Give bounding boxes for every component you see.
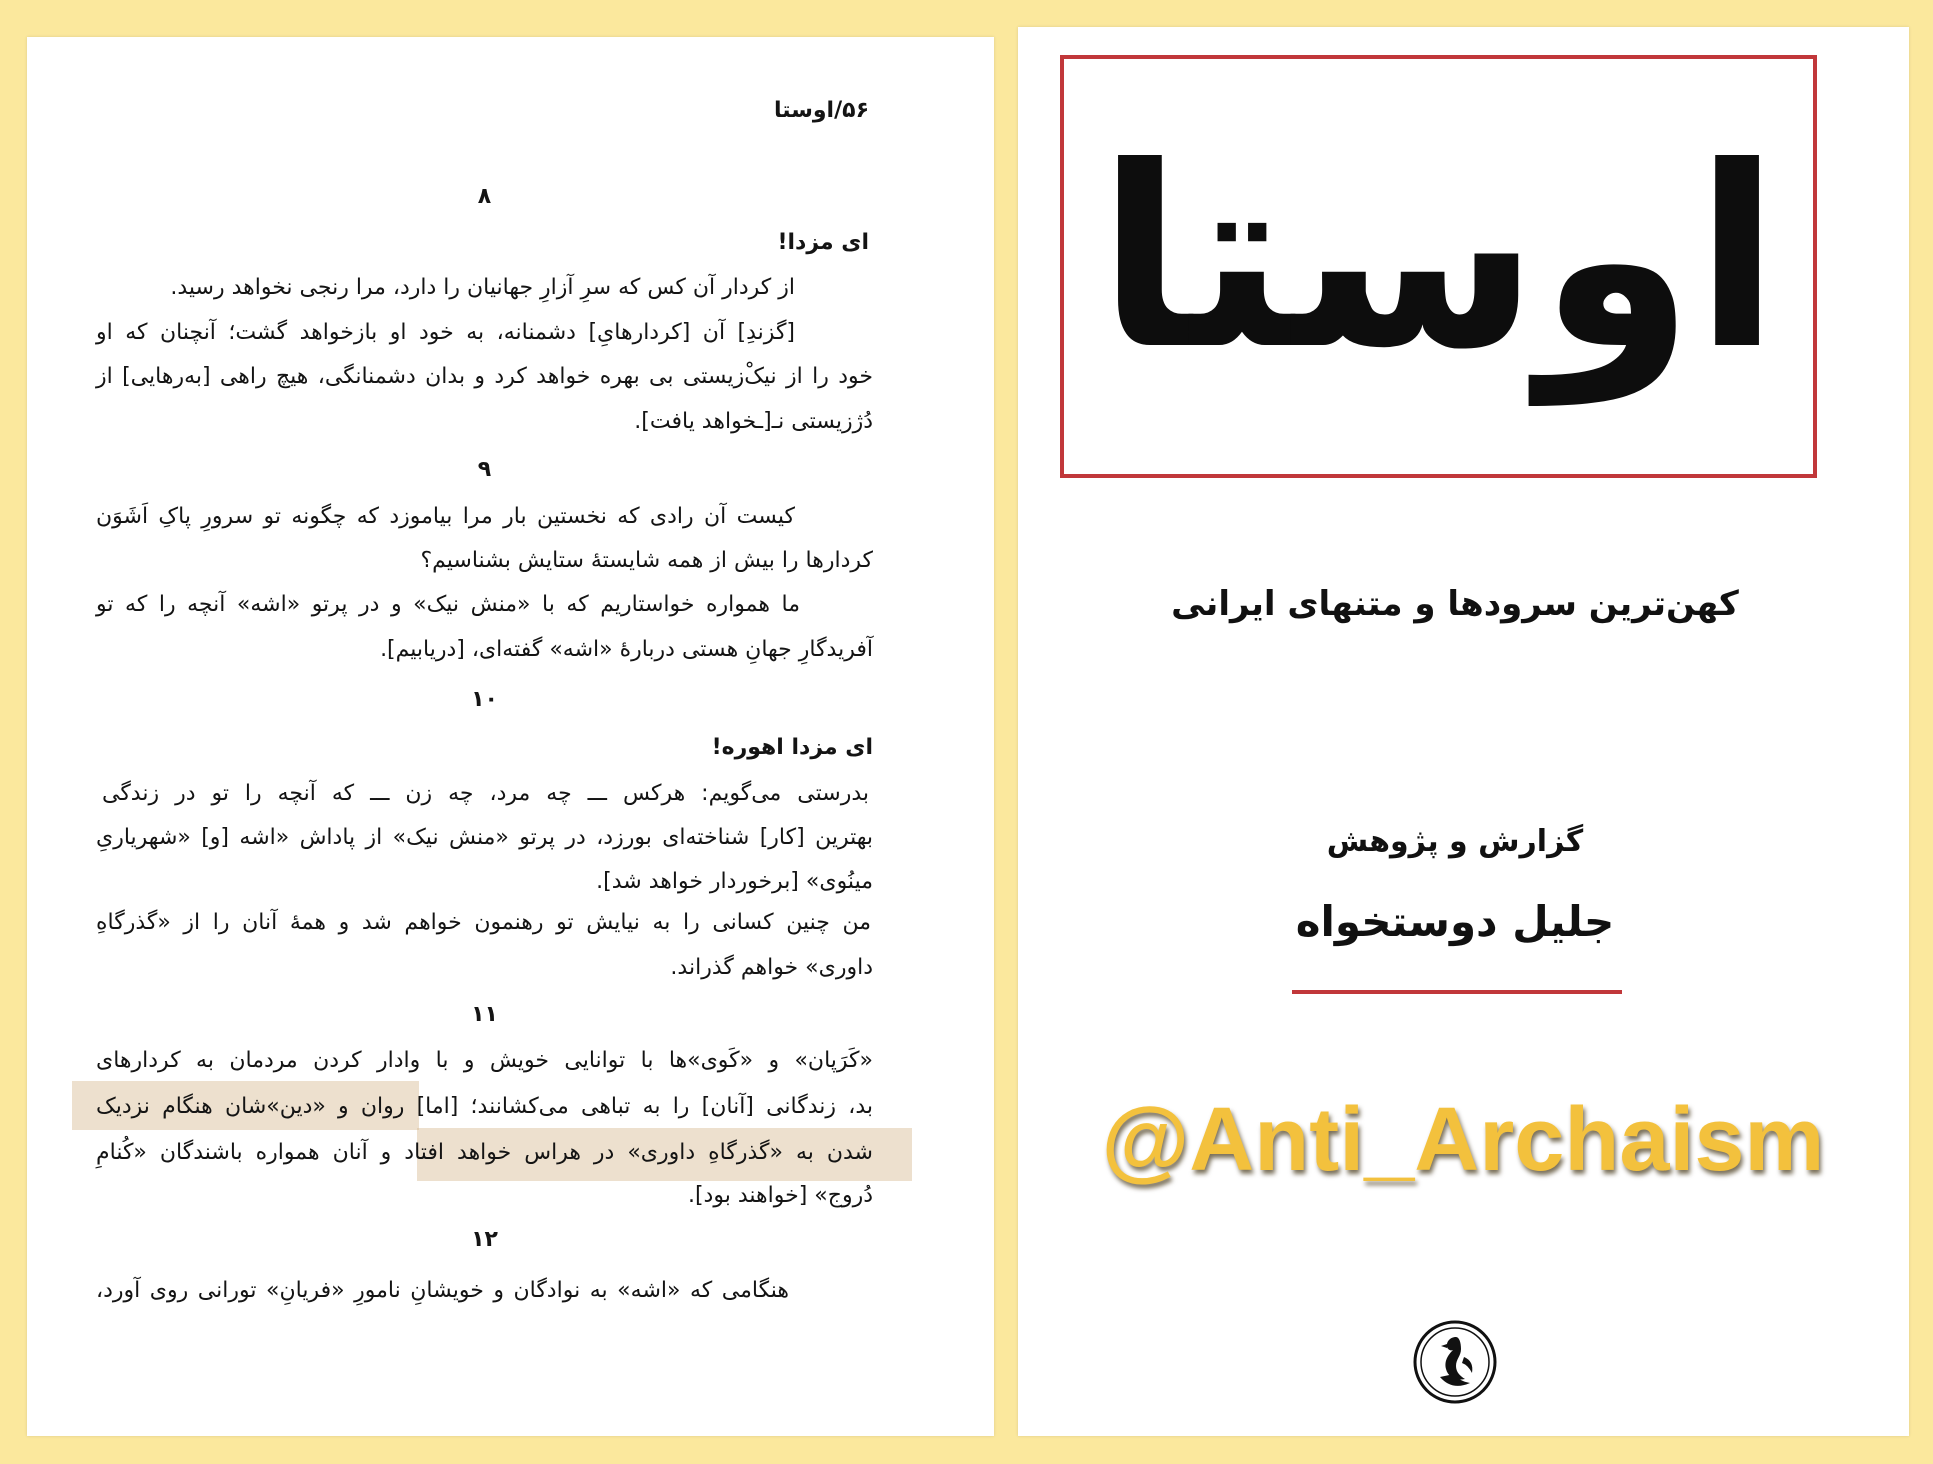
book-title: اوستا (1097, 113, 1780, 404)
bird-emblem-icon (1410, 1317, 1500, 1407)
verse-line: آفریدگارِ جهانِ هستی دربارهٔ «اشه» گفته‌ای، [دریابیم]. (380, 637, 873, 662)
book-subtitle: کهن‌ترین سرودها و متنهای ایرانی (1171, 584, 1739, 624)
verse-line: بهترین [کار] شناخته‌ای بورزد، در پرتو «منش نیک» از پاداش «اشه [و] «شهریاریِ (96, 825, 873, 850)
verse-line: بد، زندگانی [آنان] را به تباهی می‌کشانند؛ [اما] روان و «دین»شان هنگام نزدیک (96, 1094, 873, 1119)
verse-line: کیست آن رادی که نخستین بار مرا بیاموزد که چگونه تو سرورِ پاکِ اَشَوَن (96, 504, 795, 529)
verse-line: خود را از نیکْ‌زیستی بی بهره خواهد کرد و بدان دشمنانگی، هیچ راهی [به‌رهایی] از (96, 364, 873, 389)
verse-line: شدن به «گذرگاهِ داوری» در هراس خواهد افتاد و آنان همواره باشندگان «کُنامِ (96, 1140, 873, 1165)
verse-line: کردارها را بیش از همه شایستهٔ ستایش بشناسیم؟ (420, 548, 873, 573)
title-frame (1060, 55, 1817, 478)
running-head: ۵۶/اوستا (774, 98, 869, 123)
verse-line: داوری» خواهم گذراند. (670, 955, 873, 980)
verse-line: دُژزیستی نـ[ـخواهد یافت]. (634, 409, 873, 434)
verse-line: هنگامی که «اشه» به نوادگان و خویشانِ نامورِ «فریانِ» تورانی روی آورد، (96, 1278, 789, 1303)
verse-line: از کردار آن کس که سرِ آزارِ جهانیان را دارد، مرا رنجی نخواهد رسید. (170, 275, 795, 300)
stanza-number: ۱۱ (471, 1002, 498, 1027)
credit-label: گزارش و پژوهش (1326, 824, 1584, 859)
cover-page (1018, 27, 1909, 1436)
stanza-number: ۸ (477, 184, 492, 209)
verse-line: ای مزدا! (777, 230, 869, 255)
divider-rule (1292, 990, 1622, 994)
verse-line: «کَرَپان» و «کَوی»ها با توانایی خویش و با وادار کردن مردمان به کردارهای (96, 1048, 873, 1073)
verse-line: ای مزدا اهوره! (711, 735, 873, 760)
channel-watermark: @Anti_Archaism (1101, 1090, 1825, 1190)
left-book-page (27, 37, 994, 1436)
verse-line: ما همواره خواستاریم که با «منش نیک» و در پرتو «اشه» آنچه را که تو (96, 592, 800, 617)
stanza-number: ۱۲ (471, 1227, 498, 1252)
verse-line: بدرستی می‌گویم: هرکس ـــ چه مرد، چه زن ـــ که آنچه را تو در زندگی (102, 781, 869, 806)
verse-line: مینُوی» [برخوردار خواهد شد]. (596, 869, 873, 894)
verse-line: دُروج» [خواهند بود]. (687, 1183, 873, 1208)
verse-line: [گزندِ] آن [کردارهایِ] دشمنانه، به خود او بازخواهد گشت؛ آنچنان که او (96, 320, 795, 345)
stanza-number: ۹ (477, 457, 492, 482)
verse-line: من چنین کسانی را به نیایش تو رهنمون خواهم شد و همهٔ آنان را از «گذرگاهِ (96, 910, 871, 935)
stanza-number: ۱۰ (471, 687, 498, 712)
author-name: جلیل دوستخواه (1295, 897, 1615, 946)
